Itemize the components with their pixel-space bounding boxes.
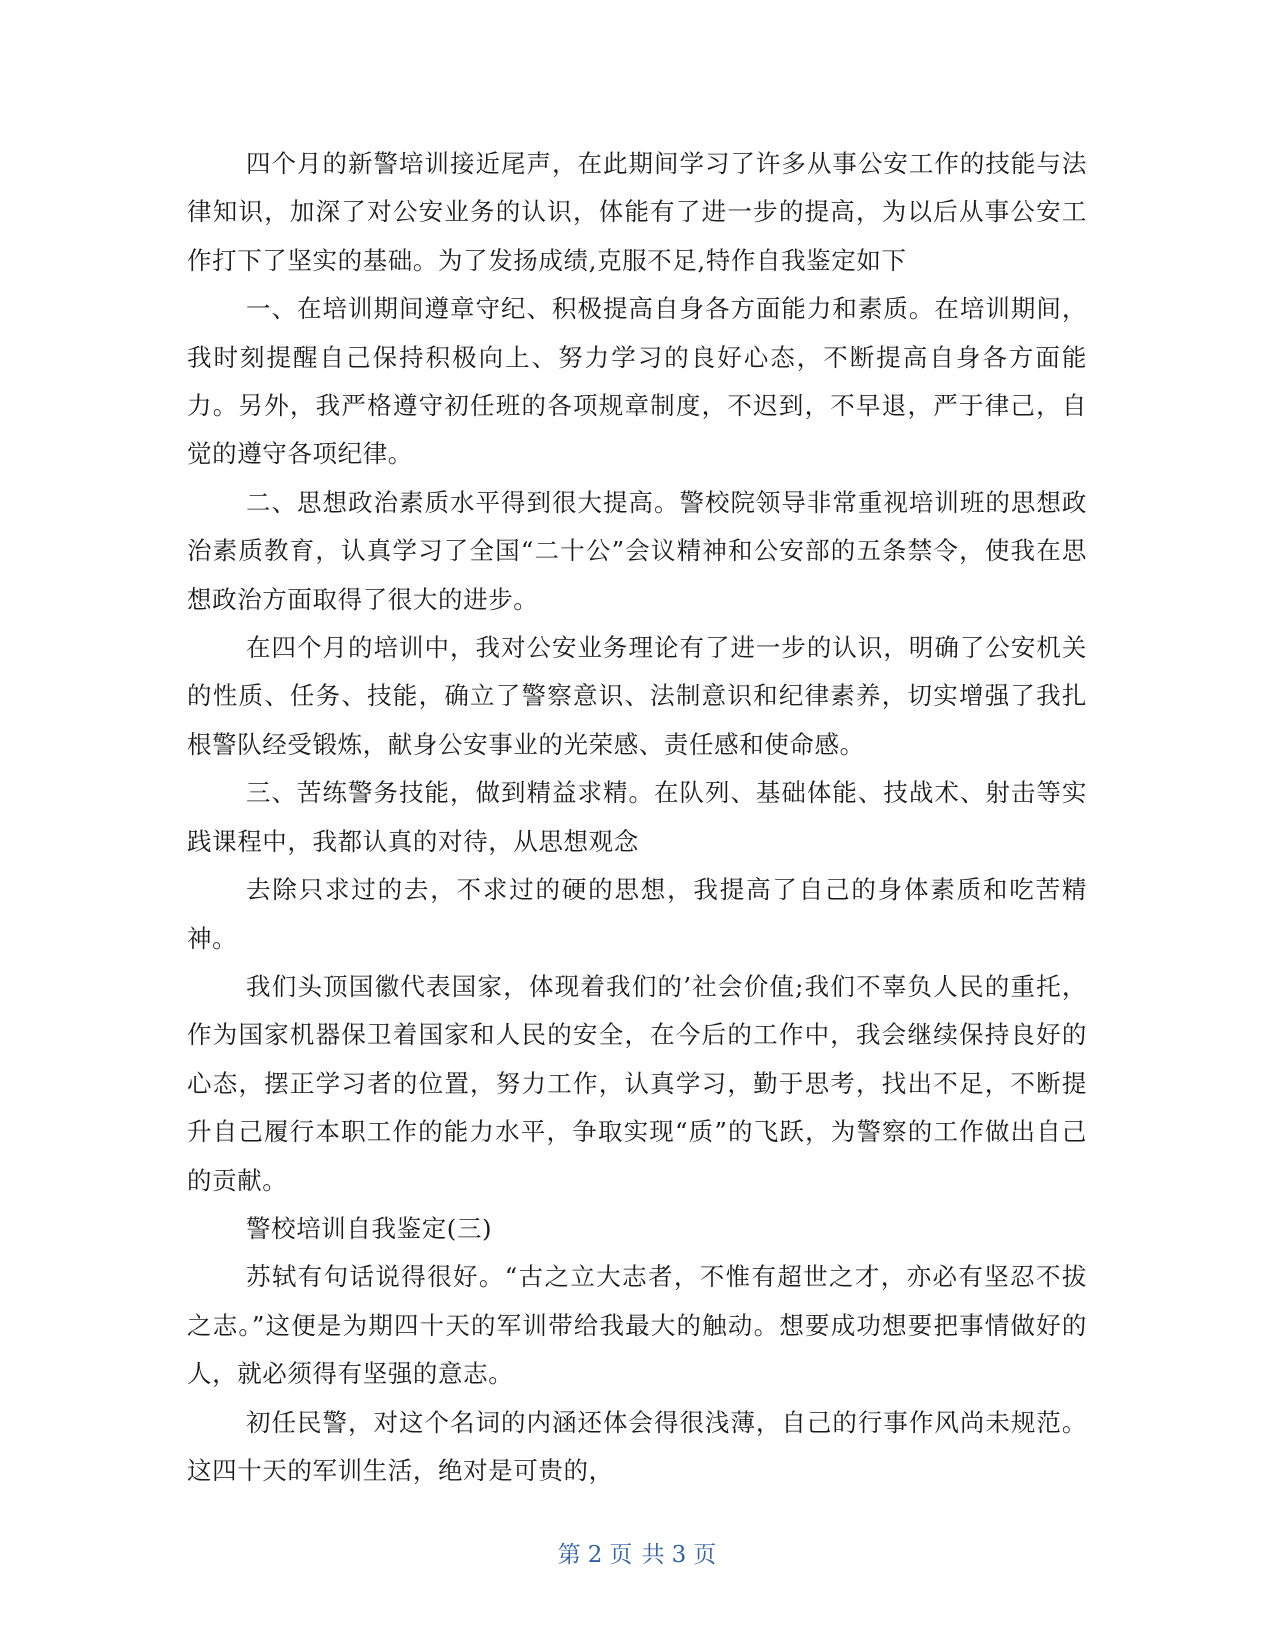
document-body: [187, 140, 1087, 1495]
paragraph-section-three: 三、苦练警务技能，做到精益求精。在队列、基础体能、技战术、射击等实践课程中，我都认真的对待，从思想观念: [187, 778, 1087, 856]
footer-middle: 页 共: [609, 1542, 666, 1568]
paragraph-training-understanding: 在四个月的培训中，我对公安业务理论有了进一步的认识，明确了公安机关的性质、任务、技能，确立了警察意识、法制意识和纪律素养，切实增强了我扎根警队经受锻炼，献身公安事业的光荣感、责任感和使命感。: [187, 633, 1087, 759]
paragraph-su-shi-quote: 苏轼有句话说得很好。“古之立大志者，不惟有超世之才，亦必有坚忍不拔之志。”这便是为期四十天的军训带给我最大的触动。想要成功想要把事情做好的人，就必须得有坚强的意志。: [187, 1262, 1087, 1389]
paragraph-physical-quality: 去除只求过的去，不求过的硬的思想，我提高了自己的身体素质和吃苦精神。: [187, 875, 1087, 953]
paragraph-intro: 四个月的新警培训接近尾声，在此期间学习了许多从事公安工作的技能与法律知识，加深了对公安业务的认识，体能有了进一步的提高，为以后从事公安工作打下了坚实的基础。为了发扬成绩,克服不足,特作自我鉴定如下: [187, 149, 1087, 275]
paragraph-new-officer: 初任民警，对这个名词的内涵还体会得很浅薄，自己的行事作风尚未规范。这四十天的军训生活，绝对是可贵的，: [187, 1407, 1087, 1485]
paragraph-section-one: 一、在培训期间遵章守纪、积极提高自身各方面能力和素质。在培训期间，我时刻提醒自己保持积极向上、努力学习的良好心态，不断提高自身各方面能力。另外，我严格遵守初任班的各项规章制度，不迟到，不早退，严于律己，自觉的遵守各项纪律。: [187, 294, 1087, 469]
paragraph-national-emblem: 我们头顶国徽代表国家，体现着我们的’社会价值;我们不辜负人民的重托，作为国家机器保卫着国家和人民的安全，在今后的工作中，我会继续保持良好的心态，摆正学习者的位置，努力工作，认真学习，勤于思考，找出不足，不断提升自己履行本职工作的能力水平，争取实现“质”的飞跃，为警察的工作做出自己的贡献。: [187, 971, 1087, 1195]
footer-total-pages: 3: [671, 1542, 688, 1568]
section-heading-part-three: 警校培训自我鉴定(三): [246, 1213, 493, 1243]
paragraph-section-two: 二、思想政治素质水平得到很大提高。警校院领导非常重视培训班的思想政治素质教育，认真学习了全国“二十公”会议精神和公安部的五条禁令，使我在思想政治方面取得了很大的进步。: [187, 487, 1087, 614]
footer-prefix: 第: [557, 1542, 582, 1568]
page-footer: [0, 1536, 1275, 1569]
footer-current-page: 2: [587, 1542, 604, 1568]
footer-suffix: 页: [693, 1542, 718, 1568]
